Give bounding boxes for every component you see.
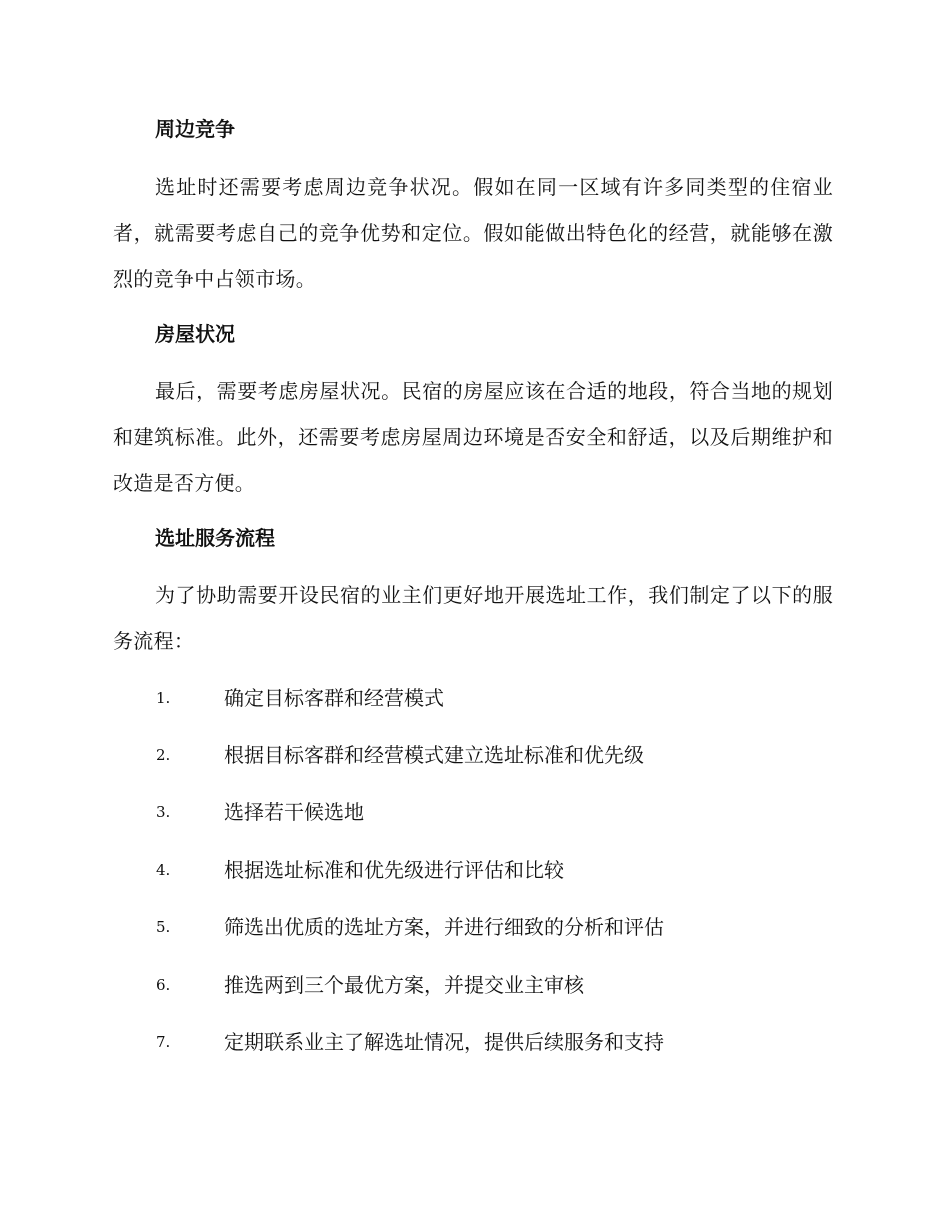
section-paragraph-process: 为了协助需要开设民宿的业主们更好地开展选址工作，我们制定了以下的服务流程： bbox=[113, 583, 833, 653]
list-item-number: 7. bbox=[156, 1033, 171, 1051]
list-item bbox=[113, 913, 833, 941]
list-item-text: 选择若干候选地 bbox=[224, 800, 364, 824]
section-paragraph-competition: 选址时还需要考虑周边竞争状况。假如在同一区域有许多同类型的住宿业者，就需要考虑自己的竞争优势和定位。假如能做出特色化的经营，就能够在激烈的竞争中占领市场。 bbox=[113, 175, 833, 291]
list-item bbox=[113, 971, 833, 999]
section-heading-competition: 周边竞争 bbox=[155, 117, 235, 141]
list-item-number: 5. bbox=[156, 918, 171, 936]
list-item bbox=[113, 1028, 833, 1056]
list-item-text: 确定目标客群和经营模式 bbox=[224, 686, 444, 710]
list-item-number: 3. bbox=[156, 803, 171, 821]
section-heading-process: 选址服务流程 bbox=[155, 526, 275, 550]
list-item-number: 2. bbox=[156, 746, 171, 764]
section-heading-housing: 房屋状况 bbox=[155, 322, 235, 346]
list-item-number: 6. bbox=[156, 976, 171, 994]
list-item-text: 根据目标客群和经营模式建立选址标准和优先级 bbox=[224, 743, 644, 767]
list-item-number: 1. bbox=[156, 689, 171, 707]
section-paragraph-housing: 最后，需要考虑房屋状况。民宿的房屋应该在合适的地段，符合当地的规划和建筑标准。此外，还需要考虑房屋周边环境是否安全和舒适，以及后期维护和改造是否方便。 bbox=[113, 379, 833, 495]
list-item bbox=[113, 798, 833, 826]
list-item-text: 推选两到三个最优方案，并提交业主审核 bbox=[224, 973, 584, 997]
list-item-text: 筛选出优质的选址方案，并进行细致的分析和评估 bbox=[224, 915, 664, 939]
list-item bbox=[113, 684, 833, 712]
list-item bbox=[113, 741, 833, 769]
list-item-text: 定期联系业主了解选址情况，提供后续服务和支持 bbox=[224, 1030, 664, 1054]
list-item-number: 4. bbox=[156, 861, 171, 879]
list-item-text: 根据选址标准和优先级进行评估和比较 bbox=[224, 858, 564, 882]
list-item bbox=[113, 856, 833, 884]
